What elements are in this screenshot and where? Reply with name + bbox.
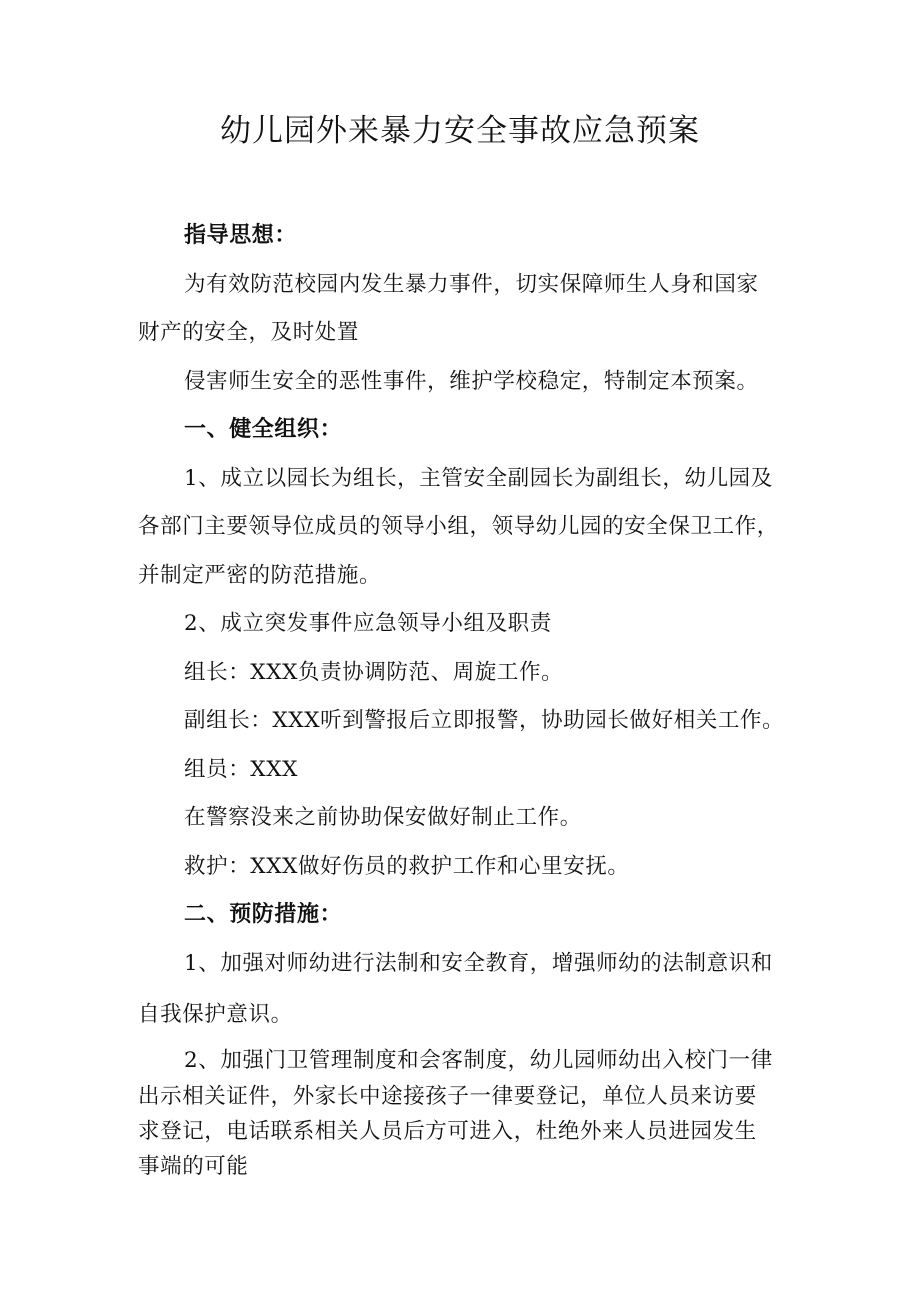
paragraph-line: 2、加强门卫管理制度和会客制度，幼儿园师幼出入校门一律 (184, 1048, 773, 1073)
document-title: 幼儿园外来暴力安全事故应急预案 (220, 113, 700, 149)
paragraph-line: 出示相关证件，外家长中途接孩子一律要登记，单位人员来访要 (138, 1084, 757, 1109)
paragraph-line: 财产的安全，及时处置 (138, 320, 360, 345)
paragraph-line: 2、成立突发事件应急领导小组及职责 (184, 611, 552, 636)
paragraph-line: 副组长：XXX听到警报后立即报警，协助园长做好相关工作。 (184, 708, 785, 733)
paragraph-line: 救护：XXX做好伤员的救护工作和心里安抚。 (184, 854, 630, 879)
paragraph-line: 在警察没来之前协助保安做好制止工作。 (184, 805, 582, 830)
section-heading-prevention: 二、预防措施： (184, 902, 343, 927)
paragraph-line: 1、加强对师幼进行法制和安全教育，增强师幼的法制意识和 (184, 951, 773, 976)
paragraph-line: 自我保护意识。 (138, 1002, 293, 1027)
paragraph-line: 1、成立以园长为组长，主管安全副园长为副组长，幼儿园及 (184, 466, 773, 491)
paragraph-line: 侵害师生安全的恶性事件，维护学校稳定，特制定本预案。 (184, 369, 759, 394)
paragraph-line: 求登记，电话联系相关人员后方可进入，杜绝外来人员进园发生 (138, 1119, 757, 1144)
paragraph-line: 各部门主要领导位成员的领导小组，领导幼儿园的安全保卫工作， (138, 514, 779, 539)
paragraph-line: 组长：XXX负责协调防范、周旋工作。 (184, 660, 564, 685)
section-heading-organization: 一、健全组织： (184, 417, 343, 442)
paragraph-line: 为有效防范校园内发生暴力事件，切实保障师生人身和国家 (184, 272, 759, 297)
paragraph-line: 事端的可能 (138, 1154, 249, 1179)
paragraph-line: 组员：XXX (184, 757, 299, 782)
section-heading-guiding-ideology: 指导思想： (184, 223, 298, 248)
paragraph-line: 并制定严密的防范措施。 (138, 563, 382, 588)
